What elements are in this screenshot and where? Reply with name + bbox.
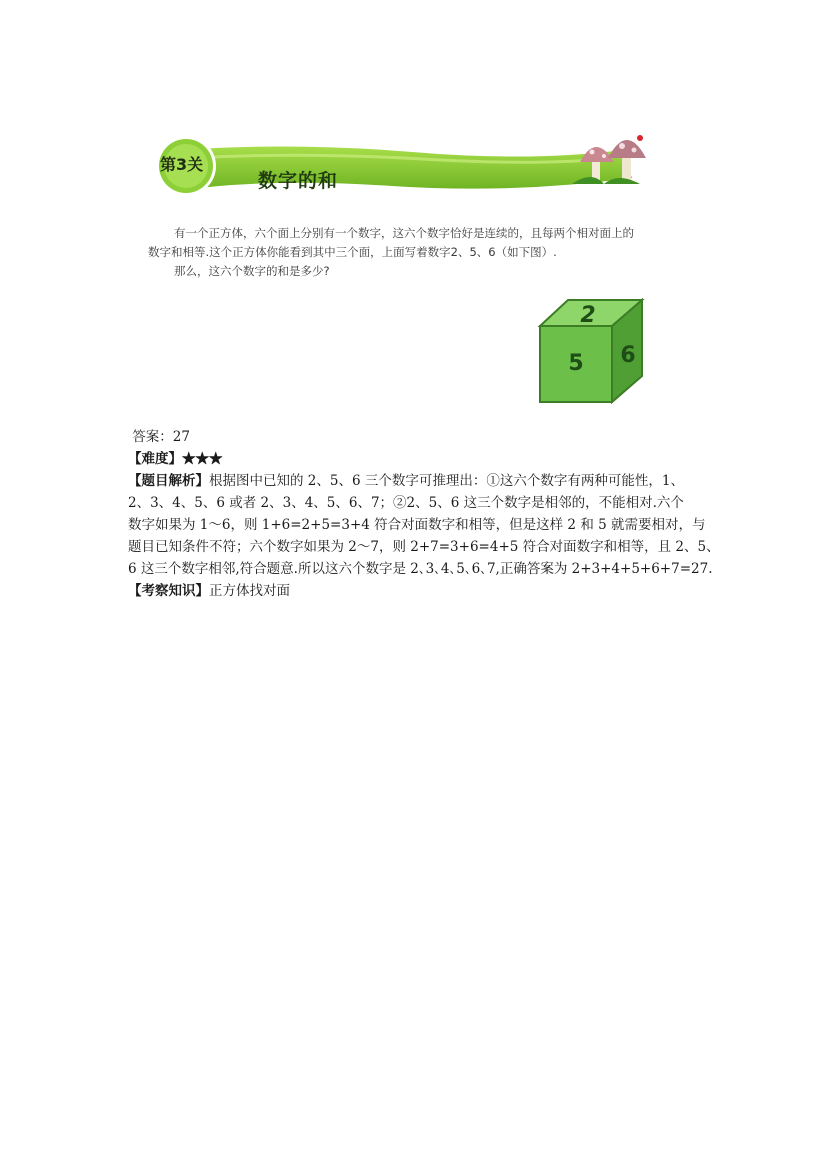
answer-text: 答案：27 <box>132 429 190 445</box>
analysis-line-2: 2、3、4、5、6 或者 2、3、4、5、6、7；②2、5、6 这三个数字是相邻的，不能相对.六个 <box>128 495 684 511</box>
analysis-label: 【题目解析】 <box>128 473 209 489</box>
analysis-line-1: 根据图中已知的 2、5、6 三个数字可推理出：①这六个数字有两种可能性，1、 <box>209 473 684 489</box>
knowledge-line <box>128 580 708 602</box>
cube-top-number: 2 <box>580 303 596 328</box>
cube-figure <box>532 296 648 408</box>
problem-line-1: 有一个正方体，六个面上分别有一个数字，这六个数字恰好是连续的，且每两个相对面上的 <box>174 226 634 240</box>
cube-side-number: 6 <box>620 343 636 368</box>
analysis-line-3: 数字如果为 1～6，则 1+6=2+5=3+4 符合对面数字和相等，但是这样 2 和 5 就需要相对，与 <box>128 517 706 533</box>
problem-text <box>148 224 688 281</box>
answer-line <box>128 426 708 448</box>
section-title: 数字的和 <box>258 170 339 192</box>
cube-front-number: 5 <box>568 351 584 376</box>
analysis-paragraph <box>128 470 720 580</box>
answer-section <box>128 426 720 602</box>
analysis-line-5: 6 这三个数字相邻,符合题意.所以这六个数字是 2､3､4､5､6､7,正确答案为 2+3+4+5+6+7=27. <box>128 561 713 577</box>
difficulty-line <box>128 448 708 470</box>
level-banner <box>152 128 652 200</box>
difficulty-label: 【难度】 <box>128 451 182 467</box>
knowledge-label: 【考察知识】 <box>128 583 209 599</box>
analysis-line-4: 题目已知条件不符；六个数字如果为 2～7，则 2+7=3+6=4+5 符合对面数字和相等，且 2、5、 <box>128 539 720 555</box>
knowledge-text: 正方体找对面 <box>209 583 290 599</box>
difficulty-stars: ★★★ <box>182 451 223 467</box>
problem-line-3: 那么，这六个数字的和是多少? <box>174 264 330 278</box>
level-badge: 第3关 <box>160 155 204 174</box>
problem-line-2: 数字和相等.这个正方体你能看到其中三个面，上面写着数字2、5、6（如下图）. <box>148 245 557 259</box>
